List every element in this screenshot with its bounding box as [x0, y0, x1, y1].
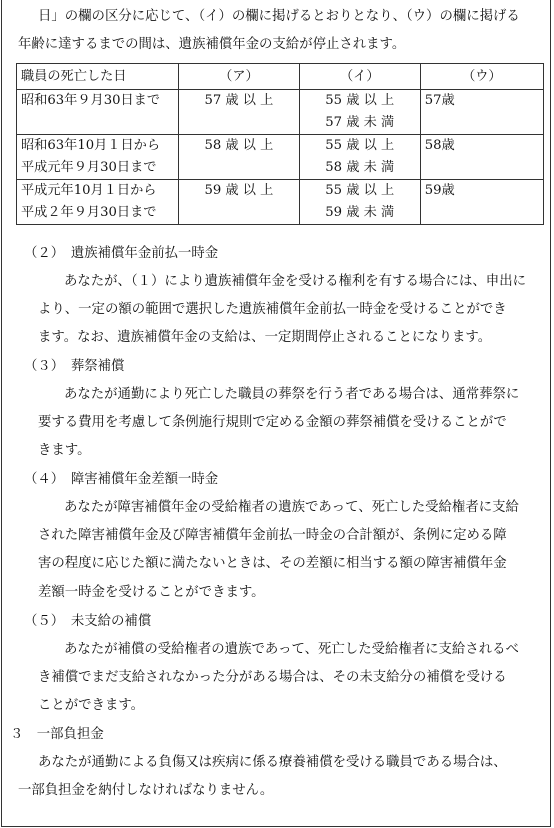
paragraph-line: あなたが通勤により死亡した職員の葬祭を行う者である場合は、通常葬祭に	[64, 387, 520, 402]
col-i-cell-line2: 59 歳 未 満	[325, 205, 395, 220]
col-u-cell: 59歳	[424, 183, 455, 198]
col-a-cell: 59 歳 以 上	[204, 183, 274, 198]
col-u-cell: 57歳	[424, 93, 455, 108]
age-table	[16, 63, 544, 225]
paragraph-line: ことができます。	[38, 698, 145, 713]
header-death-date: 職員の死亡した日	[17, 64, 179, 90]
section-heading: ３ 一部負担金	[10, 727, 104, 742]
col-i-cell-line2: 58 歳 未 満	[325, 160, 395, 175]
paragraph-line: あなたが障害補償年金の受給権者の遺族であって、死亡した受給権者に支給	[64, 500, 519, 515]
paragraph-line: あなたが補償の受給権者の遺族であって、死亡した受給権者に支給されるべ	[64, 642, 519, 657]
table-row	[17, 90, 544, 135]
paragraph-line: あなたが、（１）により遺族補償年金を受ける権利を有する場合には、申出に	[64, 274, 526, 289]
paragraph-line: き補償でまだ支給されなかった分がある場合は、その未支給分の補償を受ける	[38, 670, 507, 685]
header-u: （ウ）	[420, 64, 543, 90]
section-heading: （４） 障害補償年金差額一時金	[24, 472, 219, 487]
death-date-cell: 昭和63年９月30日まで	[21, 93, 161, 108]
table-row	[17, 180, 544, 225]
col-u-cell: 58歳	[424, 138, 455, 153]
paragraph-line: ます。なお、遺族補償年金の支給は、一定期間停止されることになります。	[38, 330, 492, 345]
paragraph-line: 害の程度に応じた額に満たないときは、その差額に相当する額の障害補償年金	[38, 556, 507, 571]
intro-line-1: 日」の欄の区分に応じて、（イ）の欄に掲げるとおりとなり、（ウ）の欄に掲げる	[38, 9, 520, 24]
table-header-row	[17, 64, 544, 90]
col-a-cell: 58 歳 以 上	[204, 138, 274, 153]
col-i-cell-line1: 55 歳 以 上	[325, 138, 395, 153]
paragraph-line: された障害補償年金及び障害補償年金前払一時金の合計額が、条例に定める障	[38, 528, 507, 543]
section-heading: （５） 未支給の補償	[24, 614, 152, 629]
death-date-cell-line1: 平成元年10月１日から	[21, 183, 157, 198]
table-row	[17, 135, 544, 180]
col-a-cell: 57 歳 以 上	[204, 93, 274, 108]
header-i: （イ）	[299, 64, 420, 90]
paragraph-line: 一部負担金を納付しなければなりません。	[18, 783, 274, 798]
intro-line-2: 年齢に達するまでの間は、遺族補償年金の支給が停止されます。	[18, 37, 406, 52]
header-a: （ア）	[179, 64, 300, 90]
section-heading: （２） 遺族補償年金前払一時金	[24, 246, 219, 261]
col-i-cell-line1: 55 歳 以 上	[325, 93, 395, 108]
col-i-cell-line1: 55 歳 以 上	[325, 183, 395, 198]
death-date-cell-line1: 昭和63年10月１日から	[21, 138, 161, 153]
section-heading: （３） 葬祭補償	[24, 359, 125, 374]
death-date-cell-line2: 平成２年９月30日まで	[21, 205, 157, 220]
death-date-cell-line2: 平成元年９月30日まで	[21, 160, 157, 175]
paragraph-line: より、一定の額の範囲で選択した遺族補償年金前払一時金を受けることができ	[38, 302, 507, 317]
paragraph-line: 差額一時金を受けることができます。	[38, 585, 265, 600]
paragraph-line: あなたが通勤による負傷又は疾病に係る療養補償を受ける職員である場合は、	[38, 755, 507, 770]
col-i-cell-line2: 57 歳 未 満	[325, 115, 395, 130]
paragraph-line: 要する費用を考慮して条例施行規則で定める金額の葬祭補償を受けることがで	[38, 415, 507, 430]
paragraph-line: きます。	[38, 443, 91, 458]
